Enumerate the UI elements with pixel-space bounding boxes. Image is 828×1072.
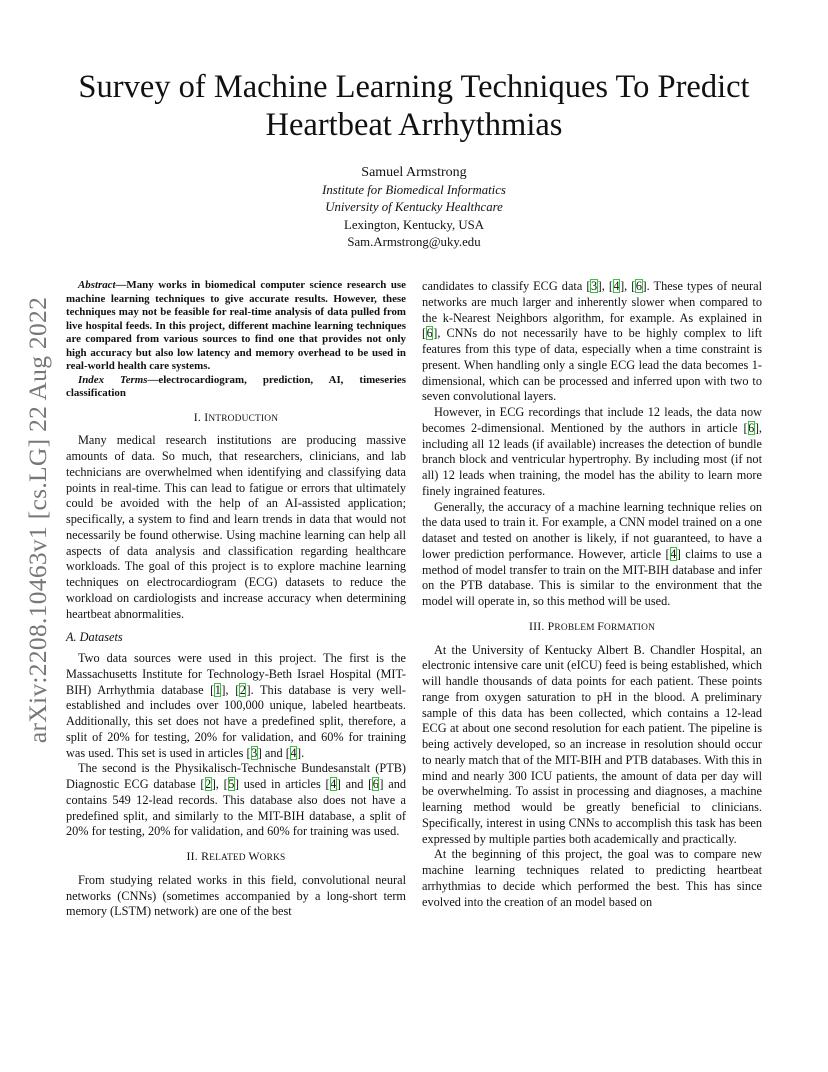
citation-link[interactable]: 2 bbox=[239, 682, 246, 697]
text-span: and bbox=[345, 777, 369, 791]
author-location: Lexington, Kentucky, USA bbox=[344, 217, 484, 232]
text-span: , CNNs do not necessarily have to be highly complex to lift features from this type of data, especially when a time constraint is present. When handling only a single ECG lead the data becomes 1-dimensional, which can be processed and inferred upon with two to seven convolutional layers. bbox=[422, 326, 762, 404]
citation-link[interactable]: 5 bbox=[228, 777, 235, 791]
title-line-2: Heartbeat Arrhythmias bbox=[265, 107, 563, 143]
author-affiliation-2: University of Kentucky Healthcare bbox=[325, 200, 503, 215]
citation-link[interactable]: 4 bbox=[670, 546, 677, 561]
datasets-paragraph-1: Two data sources were used in this project. The first is the Massachusetts Institute for Technology-Beth Israel Hospital (MIT-BIH) Arrhythmia database [1], [2]. This database is very well-established and includes over 100,000 unique, labeled heartbeats. Additionally, this set does not have a predefined split, therefore, a split of 20% for testing, 20% for validation, and 60% for training was used. This set is used in articles [3] and [4]. bbox=[66, 651, 406, 760]
section-rest: ORMATION bbox=[603, 622, 656, 633]
paper-title bbox=[60, 68, 768, 144]
citation-link[interactable]: 3 bbox=[590, 279, 598, 293]
abstract bbox=[66, 279, 406, 374]
text-span: , including all 12 leads (if available) increases the detection of bundle branch block and ventricular hypertrophy. By including most (if not all) 12 leads when training, the model has the ability to learn more finely ingrained features. bbox=[422, 420, 762, 498]
index-terms bbox=[66, 374, 406, 401]
section-initial: F bbox=[597, 618, 604, 633]
citation-link[interactable]: 3 bbox=[251, 745, 258, 760]
text-span: The second is the Physikalisch-Technische Bundesanstalt (PTB) Diagnostic ECG database bbox=[66, 761, 406, 791]
citation-link[interactable]: 4 bbox=[290, 745, 297, 760]
section-number: II. bbox=[186, 849, 202, 863]
intro-paragraph: Many medical research institutions are producing massive amounts of data. So much, that researchers, clinicians, and lab technicians are overwhelmed when identifying and classifying data points in real-time. This can lead to fatigue or errors that ultimately could be avoided with the help of an AI-assisted application; specifically, a system to find and learn trends in data that would not necessarily be found otherwise. Using machine learning can help all aspects of data analysis and classification regarding healthcare workloads. The goal of this project is to explore machine learning techniques on electrocardiogram (ECG) datasets to reduce the workload on cardiologists and increase accuracy when determining heartbeat abnormalities. bbox=[66, 433, 406, 621]
right-paragraph-2: However, in ECG recordings that include 12 leads, the data now becomes 2-dimensional. Mentioned by the authors in article [6], including all 12 leads (if available) increases the detection of bundle branch block and ventricular hypertrophy. By including most (if not all) 12 leads when training, the model has the ability to learn more finely ingrained features. bbox=[422, 405, 762, 498]
citation-link[interactable]: 6 bbox=[748, 420, 755, 435]
citation-link[interactable]: 1 bbox=[214, 682, 221, 697]
related-works-paragraph: From studying related works in this field, convolutional neural networks (CNNs) (sometimes accompanied by a long-short term memory (LSTM) network) are one of the best bbox=[66, 872, 406, 919]
problem-paragraph-2: At the beginning of this project, the goal was to compare new machine learning techniques related to predicting heartbeat arrhythmias to decide which performed the best. This has since evolved into the creation of an model based on bbox=[422, 847, 762, 909]
index-terms-text: —electrocardiogram, prediction, AI, timeseries classification bbox=[66, 373, 406, 399]
text-span: and contains 549 12-lead records. This database also does not have a predefined split, and similarly to the MIT-BIH database, a split of 20% for testing, 20% for validation, and 60% for training was used. bbox=[66, 777, 407, 839]
text-span: However, in ECG recordings that include 12 leads, the data now becomes 2-dimensional. Mentioned by the authors in article bbox=[422, 405, 762, 435]
section-heading-related-works bbox=[66, 849, 406, 867]
text-span: Two data sources were used in this project. The first is the Massachusetts Institute for Technology-Beth Israel Hospital (MIT-BIH) Arrhythmia database bbox=[66, 651, 406, 697]
author-email[interactable]: Sam.Armstrong@uky.edu bbox=[347, 235, 481, 250]
section-rest: NTRODUCTION bbox=[208, 413, 279, 424]
section-number: III. bbox=[528, 618, 548, 633]
text-span: used in articles bbox=[238, 777, 326, 791]
section-heading-problem-formation bbox=[422, 619, 762, 637]
section-heading-introduction bbox=[66, 410, 406, 428]
citation-link[interactable]: 6 bbox=[635, 279, 643, 293]
arxiv-identifier-text: arXiv:2208.10463v1 [cs.LG] 22 Aug 2022 bbox=[23, 296, 52, 744]
section-number: I. bbox=[193, 409, 205, 424]
citation-link[interactable]: 6 bbox=[372, 777, 379, 791]
section-initial: I bbox=[204, 409, 209, 424]
citation-link[interactable]: 4 bbox=[330, 777, 337, 791]
citation-link[interactable]: 2 bbox=[205, 777, 212, 791]
section-rest: ELATED bbox=[209, 853, 249, 863]
section-rest: ROBLEM bbox=[554, 622, 598, 633]
left-column bbox=[66, 279, 406, 920]
author-block bbox=[214, 163, 614, 252]
abstract-text: —Many works in biomedical computer science research use machine learning techniques to give accurate results. However, these techniques may not be feasible for real-time analysis of data pulled from live hospital feeds. In this project, different machine learning techniques are compared from various sources to find one that provides not only high accuracy but also low latency and memory overhead to be used in real-world health care systems. bbox=[66, 279, 406, 372]
section-initial: W bbox=[248, 849, 260, 863]
problem-paragraph-1: At the University of Kentucky Albert B. Chandler Hospital, an electronic intensive care unit (eICU) feed is being established, which will handle thousands of data points for each patient. These points range from oxygen saturation to pH in the blood. A preliminary sample of this data has been collected, which contains a 12-lead ECG at about one second resolution for each patient. The pipeline is being actively developed, so an increase in resolution should occur to nearly match that of the MIT-BIH and PTB databases. With this in mind and nearly 300 ICU patients, the amount of data per day will be overwhelming. To assist in processing and diagnoses, a machine learning method would be greatly beneficial to clinicians. Specifically, interest in using CNNs to accomplish this task has been expressed by multiple parties both academically and practically. bbox=[422, 642, 762, 846]
title-line-1: Survey of Machine Learning Techniques To Predict bbox=[78, 69, 750, 105]
text-span: . These types of neural networks are much larger and inherently slower when compared to the k-Nearest Neighbors algorithm, for example. As explained in bbox=[422, 279, 762, 325]
subsection-heading-datasets: A. Datasets bbox=[66, 630, 123, 645]
section-rest: ORKS bbox=[259, 853, 286, 863]
text-span: Generally, the accuracy of a machine learning technique relies on the data used to train it. For example, a CNN model trained on a one dataset and tested on another is likely, if not guaranteed, to have a lower prediction performance. However, article bbox=[422, 499, 762, 561]
arxiv-identifier bbox=[20, 280, 56, 760]
right-paragraph-1: candidates to classify ECG data [3], [4], [6]. These types of neural networks are much larger and inherently slower when compared to the k-Nearest Neighbors algorithm, for example. As explained in [6], CNNs do not necessarily have to be highly complex to lift features from this type of data, especially when a time constraint is present. When handling only a single ECG lead the data becomes 1-dimensional, which can be processed and inferred upon with two to seven convolutional layers. bbox=[422, 279, 762, 404]
abstract-label: Abstract bbox=[78, 279, 116, 291]
citation-link[interactable]: 6 bbox=[426, 326, 433, 341]
text-span: claims to use a method of model transfer to train on the MIT-BIH database and infer on the PTB database. This is similar to the environment that the model will operate in, so this method will be used. bbox=[422, 546, 762, 608]
index-terms-label: Index Terms bbox=[78, 373, 148, 386]
text-span: and bbox=[264, 745, 286, 760]
section-initial: R bbox=[201, 849, 210, 863]
citation-link[interactable]: 4 bbox=[613, 279, 620, 293]
author-name: Samuel Armstrong bbox=[361, 165, 467, 180]
section-initial: P bbox=[547, 618, 555, 633]
datasets-paragraph-2: The second is the Physikalisch-Technische Bundesanstalt (PTB) Diagnostic ECG database [2], [5] used in articles [4] and [6] and contains 549 12-lead records. This database also does not have a predefined split, and similarly to the MIT-BIH database, a split of 20% for testing, 20% for validation, and 60% for training was used. bbox=[66, 761, 407, 839]
author-affiliation-1: Institute for Biomedical Informatics bbox=[322, 183, 506, 197]
text-span: . This database is very well-established and includes over 100,000 unique, labeled heartbeats. Additionally, this set does not have a predefined split, therefore, a split of 20% for testing, 20% for validation, and 60% for training was used. This set is used in articles bbox=[66, 682, 406, 760]
right-paragraph-3: Generally, the accuracy of a machine learning technique relies on the data used to train it. For example, a CNN model trained on a one dataset and tested on another is likely, if not guaranteed, to have a lower prediction performance. However, article [4] claims to use a method of model transfer to train on the MIT-BIH database and infer on the PTB database. This is similar to the environment that the model will operate in, so this method will be used. bbox=[422, 499, 762, 608]
text-span: candidates to classify ECG data bbox=[422, 279, 587, 293]
right-column bbox=[422, 279, 762, 910]
